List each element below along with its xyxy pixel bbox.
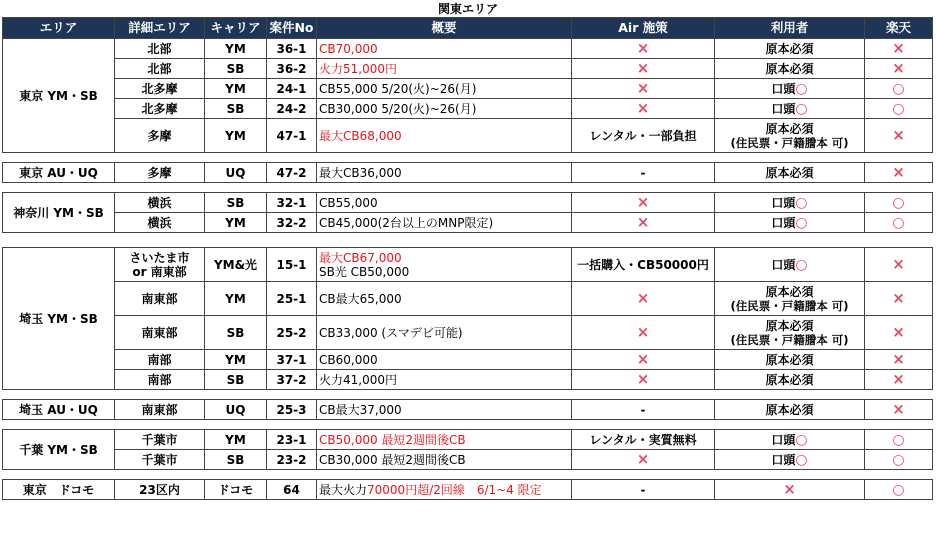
cross-icon: ×	[636, 39, 650, 57]
area-cell: 神奈川 YM・SB	[3, 193, 115, 233]
detail-area-cell: 南東部	[115, 400, 205, 420]
summary-line: CB最大37,000	[319, 402, 402, 417]
cross-icon: ×	[892, 126, 905, 144]
detail-area-cell: 南東部	[115, 282, 205, 316]
circle-icon: ○	[795, 100, 808, 117]
summary-line: CB30,000 5/20(火)~26(月)	[319, 101, 477, 116]
carrier-cell: ドコモ	[205, 480, 267, 500]
circle-icon: ○	[892, 214, 905, 231]
air-cell: レンタル・実質無料	[572, 430, 715, 450]
summary-line: 最大CB68,000	[319, 128, 402, 143]
user-text: 口頭	[771, 81, 796, 96]
user-cell	[715, 316, 865, 350]
user-text: 原本必須	[765, 402, 814, 417]
rakuten-cell	[865, 99, 933, 119]
circle-icon: ○	[795, 214, 808, 231]
case-no-cell: 64	[267, 480, 317, 500]
user-text: 原本必須	[765, 372, 814, 387]
cross-icon: ×	[892, 59, 905, 77]
table-row	[3, 282, 933, 316]
rakuten-cell	[865, 119, 933, 153]
summary-line: SB光 CB50,000	[319, 264, 410, 279]
area-cell: 埼玉 YM・SB	[3, 248, 115, 390]
air-cell	[572, 59, 715, 79]
summary-line: CB45,000(2台以上のMNP限定)	[319, 215, 494, 230]
summary-line: CB70,000	[319, 41, 378, 56]
table-row	[3, 370, 933, 390]
summary-cell	[317, 119, 572, 153]
user-cell	[715, 430, 865, 450]
user-line: 原本必須	[765, 284, 814, 299]
header-area: エリア	[3, 18, 115, 39]
detail-area-cell: 南部	[115, 370, 205, 390]
page-title: 関東エリア	[437, 2, 498, 16]
carrier-cell: YM	[205, 282, 267, 316]
air-cell: -	[572, 480, 715, 500]
detail-area-cell: 南東部	[115, 316, 205, 350]
circle-icon: ○	[892, 451, 905, 468]
carrier-cell: SB	[205, 370, 267, 390]
table-row	[3, 119, 933, 153]
cross-icon: ×	[636, 193, 650, 211]
rakuten-cell	[865, 450, 933, 470]
summary-cell	[317, 163, 572, 183]
rakuten-cell	[865, 370, 933, 390]
cross-icon: ×	[636, 450, 650, 468]
user-cell	[715, 193, 865, 213]
carrier-cell: YM	[205, 430, 267, 450]
carrier-cell: YM	[205, 79, 267, 99]
case-no-cell: 24-1	[267, 79, 317, 99]
user-cell	[715, 39, 865, 59]
user-line: (住民票・戸籍謄本 可)	[730, 332, 849, 347]
case-no-cell: 24-2	[267, 99, 317, 119]
summary-cell	[317, 350, 572, 370]
cross-icon: ×	[892, 323, 905, 341]
carrier-cell: SB	[205, 450, 267, 470]
summary-cell	[317, 213, 572, 233]
detail-area-line: or 南東部	[132, 264, 187, 279]
area-cell: 埼玉 AU・UQ	[3, 400, 115, 420]
user-text: 原本必須	[765, 41, 814, 56]
summary-cell	[317, 450, 572, 470]
summary-cell	[317, 99, 572, 119]
summary-line: CB55,000 5/20(火)~26(月)	[319, 81, 477, 96]
group-spacer	[3, 153, 933, 163]
group-spacer	[3, 233, 933, 248]
cross-icon: ×	[892, 350, 905, 368]
circle-icon: ○	[795, 431, 808, 448]
group-spacer	[3, 390, 933, 400]
cross-icon: ×	[636, 350, 650, 368]
case-no-cell: 37-1	[267, 350, 317, 370]
air-cell: レンタル・一部負担	[572, 119, 715, 153]
summary-line: 最大CB36,000	[319, 165, 402, 180]
case-no-cell: 47-2	[267, 163, 317, 183]
summary-line: 最大CB67,000	[319, 250, 402, 265]
air-cell	[572, 450, 715, 470]
summary-cell	[317, 193, 572, 213]
header-carrier: キャリア	[205, 18, 267, 39]
circle-icon: ○	[892, 100, 905, 117]
table-row	[3, 316, 933, 350]
air-cell	[572, 282, 715, 316]
area-cell: 東京 YM・SB	[3, 39, 115, 153]
detail-area-cell: 北部	[115, 39, 205, 59]
user-cell	[715, 450, 865, 470]
summary-cell	[317, 59, 572, 79]
case-no-cell: 15-1	[267, 248, 317, 282]
case-no-cell: 47-1	[267, 119, 317, 153]
rakuten-cell	[865, 79, 933, 99]
header-user: 利用者	[715, 18, 865, 39]
summary-cell	[317, 370, 572, 390]
table-row	[3, 163, 933, 183]
case-no-cell: 36-1	[267, 39, 317, 59]
area-cell: 東京 AU・UQ	[3, 163, 115, 183]
rakuten-cell	[865, 213, 933, 233]
case-no-cell: 36-2	[267, 59, 317, 79]
circle-icon: ○	[795, 194, 808, 211]
rakuten-cell	[865, 350, 933, 370]
user-cell	[715, 350, 865, 370]
case-no-cell: 25-3	[267, 400, 317, 420]
cross-icon: ×	[892, 255, 905, 273]
summary-cell	[317, 282, 572, 316]
table-row	[3, 248, 933, 282]
group-spacer	[3, 420, 933, 430]
carrier-cell: YM&光	[205, 248, 267, 282]
cross-icon: ×	[636, 289, 650, 307]
detail-area-cell: 多摩	[115, 163, 205, 183]
circle-icon: ○	[795, 451, 808, 468]
cross-icon: ×	[636, 79, 650, 97]
detail-area-cell: 23区内	[115, 480, 205, 500]
user-text: 原本必須	[765, 352, 814, 367]
summary-cell	[317, 480, 572, 500]
air-cell: -	[572, 163, 715, 183]
user-cell	[715, 119, 865, 153]
circle-icon: ○	[892, 194, 905, 211]
user-cell	[715, 163, 865, 183]
cross-icon: ×	[892, 370, 905, 388]
user-line: (住民票・戸籍謄本 可)	[730, 298, 849, 313]
user-text: 口頭	[771, 195, 796, 210]
user-cell	[715, 99, 865, 119]
summary-line: CB最大65,000	[319, 291, 402, 306]
rakuten-cell	[865, 248, 933, 282]
user-cell	[715, 213, 865, 233]
header-row	[3, 18, 933, 39]
header-summary: 概要	[317, 18, 572, 39]
summary-cell	[317, 79, 572, 99]
detail-area-cell	[115, 248, 205, 282]
carrier-cell: YM	[205, 350, 267, 370]
rakuten-cell	[865, 316, 933, 350]
carrier-cell: YM	[205, 119, 267, 153]
carrier-cell: SB	[205, 316, 267, 350]
cross-icon: ×	[636, 59, 650, 77]
case-no-cell: 25-2	[267, 316, 317, 350]
summary-cell	[317, 430, 572, 450]
rakuten-cell	[865, 59, 933, 79]
air-cell	[572, 39, 715, 59]
detail-area-cell: 千葉市	[115, 430, 205, 450]
user-text: 口頭	[771, 452, 796, 467]
table-row	[3, 480, 933, 500]
rakuten-cell	[865, 480, 933, 500]
summary-cell	[317, 316, 572, 350]
case-no-cell: 23-1	[267, 430, 317, 450]
user-cell	[715, 59, 865, 79]
header-detail-area: 詳細エリア	[115, 18, 205, 39]
user-cell	[715, 79, 865, 99]
detail-area-cell: 千葉市	[115, 450, 205, 470]
rakuten-cell	[865, 430, 933, 450]
table-row	[3, 99, 933, 119]
cross-icon: ×	[636, 323, 650, 341]
table-row	[3, 213, 933, 233]
cross-icon: ×	[892, 163, 905, 181]
user-cell	[715, 282, 865, 316]
carrier-cell: UQ	[205, 400, 267, 420]
air-cell	[572, 350, 715, 370]
carrier-cell: SB	[205, 99, 267, 119]
summary-line: 火力41,000円	[319, 372, 397, 387]
detail-area-line: さいたま市	[129, 250, 190, 265]
detail-area-cell: 横浜	[115, 193, 205, 213]
table-row	[3, 79, 933, 99]
area-cell: 千葉 YM・SB	[3, 430, 115, 470]
summary-text: 最大火力	[319, 482, 368, 497]
air-cell	[572, 79, 715, 99]
rakuten-cell	[865, 282, 933, 316]
summary-line: CB30,000 最短2週間後CB	[319, 452, 466, 467]
user-cell	[715, 480, 865, 500]
user-line: 原本必須	[765, 121, 814, 136]
summary-line: CB60,000	[319, 352, 378, 367]
table-row	[3, 193, 933, 213]
case-no-cell: 25-1	[267, 282, 317, 316]
detail-area-cell: 南部	[115, 350, 205, 370]
group-spacer	[3, 183, 933, 193]
detail-area-cell: 北多摩	[115, 99, 205, 119]
cross-icon: ×	[783, 480, 796, 498]
cross-icon: ×	[636, 213, 650, 231]
summary-cell	[317, 39, 572, 59]
cross-icon: ×	[636, 370, 650, 388]
table-row	[3, 59, 933, 79]
air-cell	[572, 370, 715, 390]
summary-text: 70000円超/2回線 6/1~4 限定	[367, 482, 542, 497]
detail-area-cell: 北部	[115, 59, 205, 79]
cross-icon: ×	[892, 400, 905, 418]
summary-line: CB55,000	[319, 195, 378, 210]
user-line: (住民票・戸籍謄本 可)	[730, 135, 849, 150]
air-cell: -	[572, 400, 715, 420]
carrier-cell: SB	[205, 193, 267, 213]
circle-icon: ○	[795, 80, 808, 97]
carrier-cell: UQ	[205, 163, 267, 183]
table-body	[3, 39, 933, 500]
air-cell	[572, 213, 715, 233]
case-no-cell: 37-2	[267, 370, 317, 390]
rakuten-cell	[865, 193, 933, 213]
table-row	[3, 350, 933, 370]
user-cell	[715, 370, 865, 390]
case-no-cell: 32-1	[267, 193, 317, 213]
carrier-cell: YM	[205, 39, 267, 59]
user-text: 原本必須	[765, 165, 814, 180]
circle-icon: ○	[892, 431, 905, 448]
table-row	[3, 430, 933, 450]
summary-cell	[317, 400, 572, 420]
detail-area-cell: 北多摩	[115, 79, 205, 99]
header-case-no: 案件No	[267, 18, 317, 39]
summary-line: 火力51,000円	[319, 61, 397, 76]
cross-icon: ×	[892, 39, 905, 57]
air-cell	[572, 193, 715, 213]
rakuten-cell	[865, 39, 933, 59]
area-cell: 東京 ドコモ	[3, 480, 115, 500]
detail-area-cell: 多摩	[115, 119, 205, 153]
header-rakuten: 楽天	[865, 18, 933, 39]
header-air: Air 施策	[572, 18, 715, 39]
group-spacer	[3, 470, 933, 480]
kanto-area-table	[2, 17, 933, 500]
summary-line: CB33,000 (スマデビ可能)	[319, 325, 463, 340]
carrier-cell: SB	[205, 59, 267, 79]
carrier-cell: YM	[205, 213, 267, 233]
cross-icon: ×	[892, 289, 905, 307]
circle-icon: ○	[795, 256, 808, 273]
table-row	[3, 39, 933, 59]
user-text: 原本必須	[765, 61, 814, 76]
summary-cell	[317, 248, 572, 282]
air-cell: 一括購入・CB50000円	[572, 248, 715, 282]
table-row	[3, 400, 933, 420]
user-line: 原本必須	[765, 318, 814, 333]
cross-icon: ×	[636, 99, 650, 117]
detail-area-cell: 横浜	[115, 213, 205, 233]
rakuten-cell	[865, 163, 933, 183]
air-cell	[572, 316, 715, 350]
case-no-cell: 23-2	[267, 450, 317, 470]
summary-line: CB50,000 最短2週間後CB	[319, 432, 466, 447]
user-text: 口頭	[771, 215, 796, 230]
circle-icon: ○	[892, 481, 905, 498]
table-row	[3, 450, 933, 470]
case-no-cell: 32-2	[267, 213, 317, 233]
air-cell	[572, 99, 715, 119]
circle-icon: ○	[892, 80, 905, 97]
user-text: 口頭	[771, 432, 796, 447]
rakuten-cell	[865, 400, 933, 420]
user-cell	[715, 248, 865, 282]
user-cell	[715, 400, 865, 420]
user-text: 口頭	[771, 101, 796, 116]
user-text: 口頭	[771, 257, 796, 272]
